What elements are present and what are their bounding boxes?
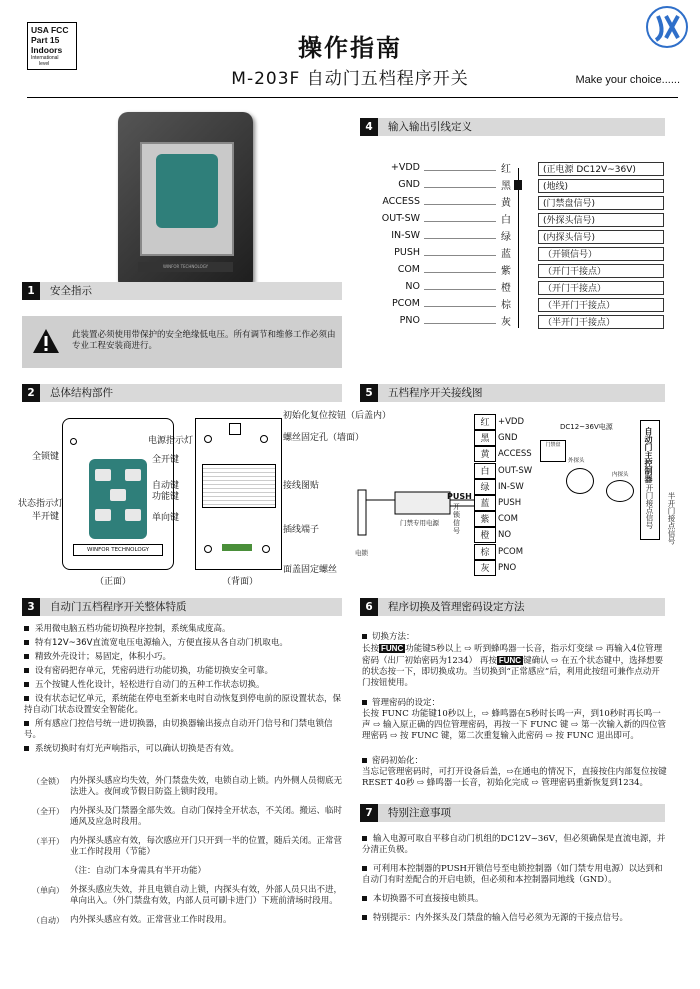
notice-item	[362, 894, 668, 905]
feature-text: 所有感应门控信号统一进切换器，由切换器输出接点自动开门信号和门禁电锁信号。	[24, 719, 333, 740]
mode-key: （全开）	[32, 807, 64, 816]
password-reset-title: 密码初始化：	[372, 756, 424, 766]
fcc-line: Indoors	[31, 45, 63, 55]
wire-description: （开锁信号）	[538, 247, 664, 261]
bullet-icon	[24, 654, 29, 659]
wire-color-cell: 蓝	[474, 495, 496, 511]
wire-signal-label: COM	[498, 514, 518, 525]
wire-label: OUT-SW	[381, 213, 420, 224]
label-power-led: 电源指示灯	[148, 436, 194, 446]
notice-list	[362, 834, 668, 932]
label-auto: 自动键	[152, 481, 180, 491]
wire-color: 红	[501, 164, 511, 175]
switch-method-text: 键确认 ⇨ 在五个状态键中，选择想要的状态按一下，即切换成功。当切换到“正常感应”后，利用此按纽可兼作点动开门按钮使用。	[362, 656, 664, 688]
wire-description: （开门干接点）	[538, 264, 664, 278]
screw-hole-icon	[204, 435, 212, 443]
section-5-header	[360, 384, 665, 402]
wire-color-cell: 黄	[474, 446, 496, 462]
feature-item	[24, 666, 344, 677]
wire-label: GND	[398, 179, 420, 190]
screw-icon	[262, 545, 270, 553]
mode-text: 内外探头感应有效。正常营业工作时段用。	[70, 915, 232, 925]
wire-line	[424, 255, 496, 256]
power-led-icon	[70, 438, 77, 445]
notice-text: 本切换器不可直接接电锁具。	[373, 894, 484, 904]
wire-signal-label: PUSH	[498, 498, 522, 508]
wire-signal-label: IN-SW	[498, 481, 524, 492]
wire-color: 黑	[501, 181, 511, 192]
front-caption: （正面）	[95, 577, 132, 587]
wire-line	[424, 272, 496, 273]
wire-line	[424, 238, 496, 239]
feature-item	[24, 744, 344, 755]
notice-text: 输入电源可取自平移自动门机组的DC12V~36V，但必须确保是直流电源，并分清正负极。	[362, 834, 666, 855]
bullet-icon	[362, 836, 367, 841]
outer-probe-icon	[566, 468, 594, 494]
feature-item	[24, 680, 344, 691]
page-title: 操作指南	[298, 34, 402, 62]
section-title: 特别注意事项	[388, 807, 451, 819]
section-title: 总体结构部件	[50, 387, 113, 399]
back-caption: （背面）	[222, 577, 259, 587]
wire-description: (门禁盘信号)	[538, 196, 664, 210]
section-title: 程序切换及管理密码设定方法	[388, 601, 525, 613]
brand-label: WINFOR TECHNOLOGY	[73, 544, 163, 556]
section-title: 输入输出引线定义	[388, 121, 472, 133]
feature-list	[24, 624, 344, 758]
label-panel-screw: 面盖固定螺丝	[283, 565, 338, 575]
connector-icon	[514, 180, 522, 190]
mode-key	[32, 866, 70, 877]
controller-label: 自动门主控制器	[644, 427, 653, 483]
func-key-badge: FUNC	[381, 644, 404, 653]
bullet-icon	[24, 746, 29, 751]
notice-item	[362, 834, 668, 856]
label-full-open: 全开键	[152, 455, 180, 465]
password-setting	[362, 698, 668, 742]
wire-color: 白	[501, 215, 511, 226]
feature-item	[24, 694, 344, 716]
bullet-icon	[24, 696, 29, 701]
mode-item	[32, 836, 344, 858]
wire-label: PCOM	[391, 298, 420, 309]
section-7-header	[360, 804, 665, 822]
wire-bus	[518, 168, 519, 328]
section-number: 2	[22, 384, 40, 402]
door-access-label: 门禁盘	[545, 442, 561, 448]
warning-icon	[32, 328, 60, 354]
mode-item	[32, 806, 344, 828]
mode-key: （单向）	[32, 886, 64, 895]
notice-text: 可利用本控制器的PUSH开锁信号至电锁控制器（如门禁专用电源）以达到和自动门有时差配合的开启电锁，但必须和本控制器同地线（GND）。	[362, 864, 663, 885]
wire-signal-label: NO	[498, 530, 512, 541]
wire-line	[424, 221, 496, 222]
wire-description: (地线)	[538, 179, 664, 193]
wire-definition-table	[360, 160, 670, 335]
wire-signal-label: +VDD	[498, 417, 525, 427]
password-setting-text: 长按 FUNC 功能键10秒以上，⇨ 蜂鸣器在5秒时长鸣一声，到10秒时再长鸣一声 ⇨ 输入原正确的四位管理密码，再按一下 FUNC 键 ⇨ 第一次输入新的四位管理密码 ⇨ 按 FUNC 键，第二次重复输入此密码 ⇨ 按 FUNC 退出即可。	[362, 709, 666, 741]
label-reset: 初始化复位按钮（后盖内）	[283, 411, 392, 421]
section-number: 5	[360, 384, 378, 402]
notice-item	[362, 913, 668, 924]
reset-button-icon	[229, 423, 241, 435]
wiring-sticker	[202, 464, 276, 508]
mode-text: 内外探头及门禁器全部失效。自动门保持全开状态，不关闭。搬运、临时通风及应急时段用。	[70, 806, 343, 827]
wire-color: 灰	[501, 317, 511, 328]
bullet-icon	[24, 682, 29, 687]
section-number: 6	[360, 598, 378, 616]
wire-description: （半开门干接点）	[538, 298, 664, 312]
mode-text: 内外探头感应均失效，外门禁盘失效，电锁自动上锁。内外侧人员彻底无法进入。夜间或节假日防盗上锁时段用。	[70, 776, 343, 797]
mode-key: （全锁）	[32, 777, 64, 786]
safety-warning-box	[22, 316, 342, 368]
wire-signal-label: ACCESS	[498, 449, 532, 460]
wire-color: 蓝	[501, 249, 511, 260]
wire-color: 紫	[501, 266, 511, 277]
lock-label: 电锁	[355, 549, 368, 557]
section-number: 7	[360, 804, 378, 822]
func-key-badge: FUNC	[498, 656, 522, 665]
wire-line	[424, 187, 496, 188]
section-3-header	[22, 598, 342, 616]
section-number: 4	[360, 118, 378, 136]
screw-hole-icon	[260, 435, 268, 443]
label-half-open: 半开键	[32, 512, 60, 522]
wire-signal-label: PCOM	[498, 546, 524, 557]
feature-text: 设有密码把存单元，凭密码进行功能切换，功能切换安全可靠。	[35, 666, 274, 676]
half-signal-label: 半开门接点信号	[667, 492, 676, 545]
wire-color-cell: 橙	[474, 527, 496, 543]
notice-text: 特别提示：内外探头及门禁盘的输入信号必须为无源的干接点信号。	[373, 913, 629, 923]
wire-signal-label: OUT-SW	[498, 465, 533, 476]
wire-description: (外探头信号)	[538, 213, 664, 227]
password-reset-text: 当忘记管理密码时，可打开设备后盖，⇨在通电的情况下，直接按住内部复位按键RESET 40秒 ⇨ 蜂鸣器一长音，初始化完成 ⇨ 管理密码重新恢复到1234。	[362, 767, 667, 788]
keypad	[89, 459, 147, 539]
label-single: 单向键	[152, 513, 180, 523]
feature-text: 设有状态记忆单元，系统能在停电至新来电时自动恢复到停电前的原设置状态，保持自动门状态设置安全智能化。	[24, 694, 342, 715]
feature-text: 采用微电脑五档功能切换程序控制，系统集成度高。	[35, 624, 231, 634]
bullet-icon	[24, 721, 29, 726]
wire-label: +VDD	[390, 162, 420, 173]
wire-label: IN-SW	[391, 230, 420, 241]
label-wiring: 接线图贴	[283, 481, 320, 491]
power-label: DC12~36V电源	[560, 423, 613, 431]
wire-color: 黄	[501, 198, 511, 209]
wire-color-cell: 紫	[474, 511, 496, 527]
wire-description: (正电源 DC12V~36V)	[538, 162, 664, 176]
mode-item	[32, 776, 344, 798]
wire-line	[424, 289, 496, 290]
label-func: 功能键	[152, 492, 180, 502]
wire-color-cell: 红	[474, 414, 496, 430]
device-photo: WINFOR TECHNOLOGY	[118, 112, 253, 290]
wire-description: （开门干接点）	[538, 281, 664, 295]
bullet-icon	[24, 640, 29, 645]
label-full-lock: 全锁键	[32, 452, 60, 462]
warning-text: 此装置必须使用带保护的安全绝缘低电压。所有调节和维修工作必须由专业工程安装商进行。	[72, 330, 336, 351]
section-number: 1	[22, 282, 40, 300]
mode-item	[32, 915, 344, 926]
mode-item	[32, 866, 344, 877]
wire-description: (内探头信号)	[538, 230, 664, 244]
page-subtitle: M-203F 自动门五档程序开关	[231, 69, 469, 89]
section-title: 五档程序开关接线图	[388, 387, 483, 399]
door-access-box	[540, 440, 566, 462]
wire-line	[424, 170, 496, 171]
feature-text: 特有12V~36V直流宽电压电源输入，方便直接从各自动门机取电。	[35, 638, 288, 648]
label-status-led: 状态指示灯	[18, 499, 64, 509]
label-terminal: 插线端子	[283, 525, 320, 535]
push-label: PUSH	[447, 492, 472, 501]
wire-line	[424, 204, 496, 205]
wire-color: 橙	[501, 283, 511, 294]
bullet-icon	[24, 668, 29, 673]
wire-signal-label: PNO	[498, 562, 517, 573]
slogan: Make your choice......	[575, 74, 680, 86]
fcc-line: USA FCC	[31, 25, 69, 35]
mode-key: （半开）	[32, 837, 64, 846]
wire-color-cell: 棕	[474, 544, 496, 560]
wire-label: COM	[397, 264, 420, 275]
terminal-block	[222, 544, 252, 551]
wire-label: ACCESS	[382, 196, 420, 207]
feature-text: 精致外壳设计；易固定，体积小巧。	[35, 652, 172, 662]
switch-method-text: 长按	[362, 644, 380, 654]
feature-item	[24, 624, 344, 635]
wire-description: （半开门干接点）	[538, 315, 664, 329]
wire-label: PNO	[399, 315, 420, 326]
inner-probe-label: 内探头	[612, 472, 629, 478]
mode-text: 外探头感应失效，并且电锁自动上锁，内探头有效，外部人员只出不进，单向出入。（外门禁盘有效，内部人员可刷卡进门）下班前清场时段用。	[70, 885, 343, 906]
section-title: 安全指示	[50, 285, 92, 297]
fcc-small: International	[31, 55, 59, 61]
bullet-icon	[24, 626, 29, 631]
wire-label: PUSH	[394, 247, 420, 258]
lock-psu-label: 门禁专用电源	[400, 519, 439, 527]
wire-signal-label: GND	[498, 433, 518, 444]
password-setting-title: 管理密码的设定：	[372, 698, 441, 708]
mode-key: （自动）	[32, 916, 64, 925]
switch-method-title: 切换方法：	[372, 632, 415, 642]
section-2-header	[22, 384, 342, 402]
feature-item	[24, 719, 344, 741]
section-title: 自动门五档程序开关整体特质	[50, 601, 187, 613]
switch-method-text: 功能键5秒以上 ⇨ 听到蜂鸣器一长音，指示灯变绿 ⇨ 再输入4位管理密码（出厂初始密码为1234） 再按	[362, 644, 663, 666]
wire-label: NO	[405, 281, 420, 292]
fcc-line: Part 15	[31, 35, 60, 45]
outer-probe-label: 外探头	[568, 458, 585, 464]
label-screw-hole: 螺丝固定孔（墙面）	[283, 433, 365, 443]
password-reset	[362, 756, 668, 789]
wire-color-cell: 黑	[474, 430, 496, 446]
bullet-icon	[362, 866, 367, 871]
wire-color-cell: 白	[474, 463, 496, 479]
notice-item	[362, 864, 668, 886]
feature-text: 系统切换时有灯光声响指示，可以确认切换是否有效。	[35, 744, 240, 754]
feature-item	[24, 652, 344, 663]
screw-icon	[204, 545, 212, 553]
wire-color: 绿	[501, 232, 511, 243]
feature-item	[24, 638, 344, 649]
wire-color-cell: 绿	[474, 479, 496, 495]
mode-text: （注：自动门本身需具有半开功能）	[70, 866, 207, 876]
wire-line	[424, 306, 496, 307]
inner-probe-icon	[606, 480, 634, 502]
bullet-icon	[362, 915, 367, 920]
section-4-header	[360, 118, 665, 136]
section-6-header	[360, 598, 665, 616]
unlock-signal-label: 开锁信号	[453, 503, 460, 535]
mode-item	[32, 885, 344, 907]
header-divider	[27, 97, 678, 98]
fcc-small: level	[39, 61, 50, 67]
wire-line	[424, 323, 496, 324]
mode-text: 内外探头感应有效，每次感应开门只开到一半的位置，随后关闭。正常营业工作时段用（节能）	[70, 836, 343, 857]
wire-color-cell: 灰	[474, 560, 496, 576]
wire-color: 棕	[501, 300, 511, 311]
switch-method	[362, 632, 668, 689]
section-1-header	[22, 282, 342, 300]
mode-list	[32, 776, 344, 934]
bullet-icon	[362, 896, 367, 901]
section-number: 3	[22, 598, 40, 616]
back-view	[195, 418, 282, 570]
open-signal-label: 开门接点信号	[645, 484, 654, 529]
feature-text: 五个按键人性化设计，轻松进行自动门的五种工作状态切换。	[35, 680, 265, 690]
